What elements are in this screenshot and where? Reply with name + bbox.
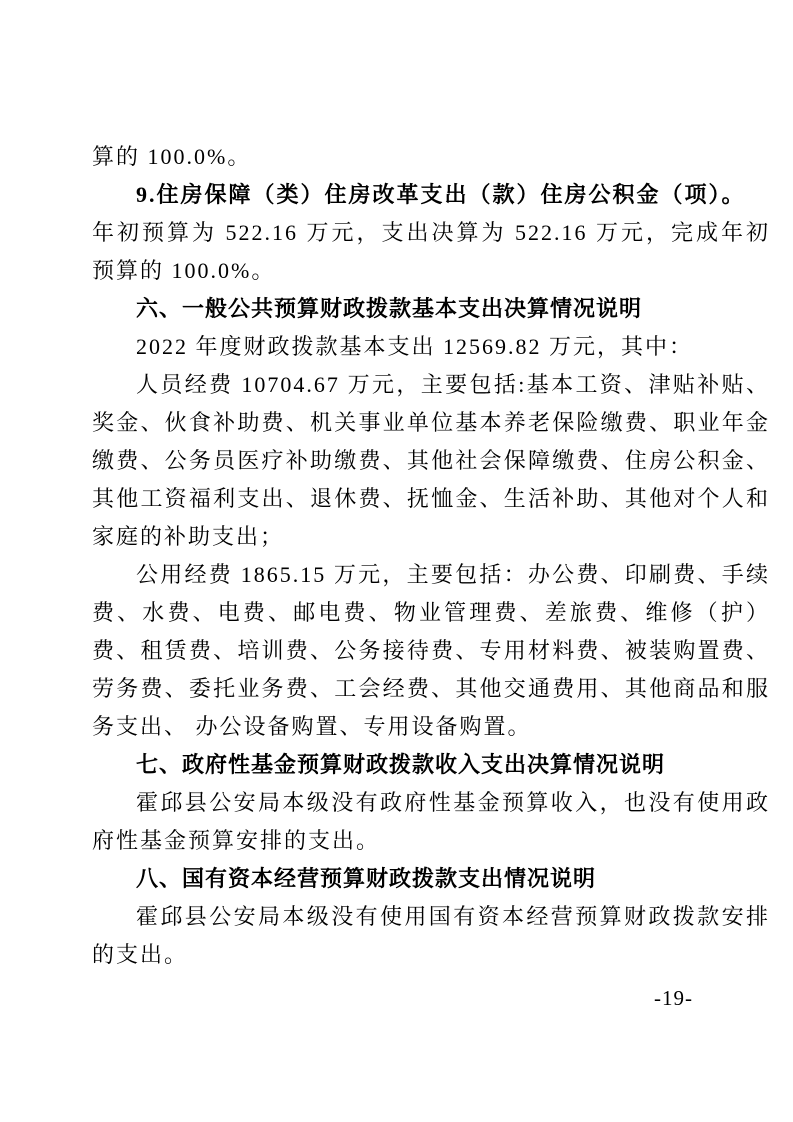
section-6-paragraph-2: 人员经费 10704.67 万元，主要包括:基本工资、津贴补贴、奖金、伙食补助费、机关事业单位基本养老保险缴费、职业年金缴费、公务员医疗补助缴费、其他社会保障缴费、住房公积金、其他工资福利支出、退休费、抚恤金、生活补助、其他对个人和家庭的补助支出； — [92, 372, 770, 549]
item-9-heading: 9.住房保障（类）住房改革支出（款）住房公积金（项）。 — [136, 182, 746, 207]
item-9-body: 年初预算为 522.16 万元，支出决算为 522.16 万元，完成年初预算的 100.0%。 — [92, 220, 770, 283]
section-6-paragraph-3: 公用经费 1865.15 万元，主要包括：办公费、印刷费、手续费、水费、电费、邮电费、物业管理费、差旅费、维修（护）费、租赁费、培训费、公务接待费、专用材料费、被装购置费、劳务费、委托业务费、工会经费、其他交通费用、其他商品和服务支出、 办公设备购置、专用设备购置。 — [92, 562, 770, 739]
section-7-paragraph-1: 霍邱县公安局本级没有政府性基金预算收入，也没有使用政府性基金预算安排的支出。 — [92, 790, 770, 853]
continuation-paragraph: 算的 100.0%。 — [92, 144, 252, 169]
section-8-paragraph-1: 霍邱县公安局本级没有使用国有资本经营预算财政拨款安排的支出。 — [92, 904, 770, 967]
section-8-heading: 八、国有资本经营预算财政拨款支出情况说明 — [136, 866, 597, 891]
section-7-heading: 七、政府性基金预算财政拨款收入支出决算情况说明 — [136, 752, 666, 777]
section-6-heading: 六、一般公共预算财政拨款基本支出决算情况说明 — [136, 296, 643, 321]
page-number: -19- — [654, 986, 693, 1010]
section-6-paragraph-1: 2022 年度财政拨款基本支出 12569.82 万元，其中： — [136, 334, 694, 359]
document-content — [92, 138, 770, 974]
